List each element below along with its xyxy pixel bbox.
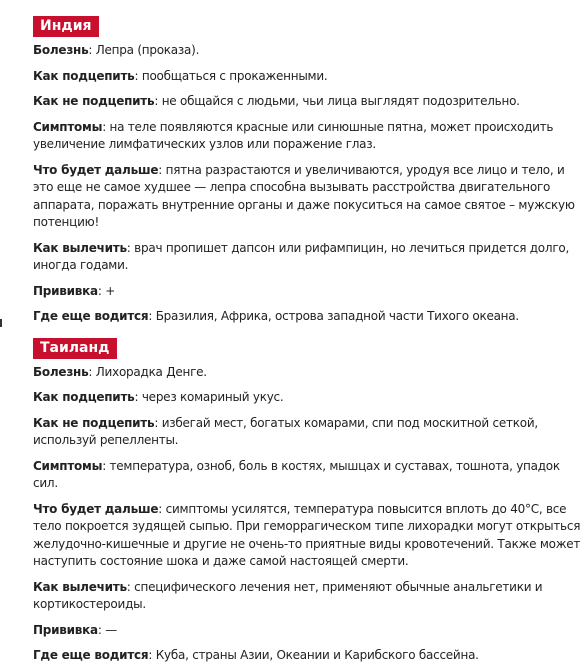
item-text: : избегай мест, богатых комарами, спи под москитной сеткой, используй репелленты.: [33, 415, 538, 447]
item-how-to-catch: [33, 68, 586, 86]
section-title-india: Индия: [33, 16, 99, 37]
item-how-to-catch: [33, 389, 586, 407]
item-how-to-cure: [33, 240, 586, 275]
item-label: Как подцепить: [33, 390, 135, 404]
item-text: : +: [97, 283, 116, 298]
item-text: : врач пропишет дапсон или рифампицин, но лечиться придется долго, иногда годами.: [33, 240, 570, 272]
section-india: [33, 16, 586, 326]
item-label: Как не подцепить: [33, 94, 155, 108]
item-label: Симптомы: [33, 119, 103, 134]
edge-marker: [0, 319, 2, 327]
item-disease: [33, 42, 586, 60]
item-label: Как вылечить: [33, 240, 127, 255]
item-text: : Лихорадка Денге.: [88, 364, 207, 379]
item-what-next: [33, 162, 586, 232]
item-label: Как вылечить: [33, 579, 127, 594]
item-text: : пообщаться с прокаженными.: [134, 68, 328, 83]
section-thailand: [33, 338, 586, 665]
item-label: Как подцепить: [33, 68, 135, 83]
item-label: Как не подцепить: [33, 415, 155, 430]
item-how-not-to-catch: [33, 93, 586, 111]
item-disease: [33, 364, 586, 382]
item-label: Где еще водится: [33, 648, 149, 662]
item-vaccine: [33, 622, 586, 640]
item-text: : через комариный укус.: [134, 390, 284, 404]
item-label: Что будет дальше: [33, 162, 159, 177]
item-label: Болезнь: [33, 43, 89, 57]
item-vaccine: [33, 283, 586, 301]
item-text: : Куба, страны Азии, Океании и Карибского бассейна.: [148, 648, 479, 662]
item-how-to-cure: [33, 579, 586, 614]
item-what-next: [33, 501, 586, 571]
item-symptoms: [33, 119, 586, 154]
item-symptoms: [33, 458, 586, 493]
item-text: : не общайся с людьми, чьи лица выглядят подозрительно.: [154, 94, 520, 108]
item-text: : симптомы усилятся, температура повысится вплоть до 40°С, все тело покроется зудящей сыпью. При геморрагическом типе лихорадки могут открыться желудочно-кишечные и другие не очень-то приятные виды кровотечений. Также может наступить состояние шока и даже самой настоящей смерти.: [33, 501, 581, 568]
item-text: : специфического лечения нет, применяют обычные анальгетики и кортикостероиды.: [33, 579, 543, 611]
item-label: Прививка: [33, 622, 98, 637]
item-label: Где еще водится: [33, 309, 149, 323]
item-label: Болезнь: [33, 364, 89, 379]
section-title-thailand: Таиланд: [33, 338, 117, 359]
article-body: [33, 16, 586, 665]
item-how-not-to-catch: [33, 415, 586, 450]
item-label: Что будет дальше: [33, 501, 159, 516]
item-text: : —: [97, 622, 117, 637]
item-where-else: [33, 308, 586, 326]
item-label: Прививка: [33, 283, 98, 298]
item-text: : температура, озноб, боль в костях, мышцах и суставах, тошнота, упадок сил.: [33, 458, 560, 490]
item-text: : пятна разрастаются и увеличиваются, уродуя все лицо и тело, и это еще не самое худшее — лепра способна вызывать расстройства двигательного аппарата, поражать внутренние органы и даже покуситься на самое святое – мужскую потенцию!: [33, 162, 575, 229]
item-text: : на теле появляются красные или синюшные пятна, может происходить увеличение лимфатических узлов или поражение глаз.: [33, 119, 554, 151]
item-label: Симптомы: [33, 458, 103, 473]
item-text: : Лепра (проказа).: [88, 43, 200, 57]
item-text: : Бразилия, Африка, острова западной части Тихого океана.: [148, 309, 519, 323]
